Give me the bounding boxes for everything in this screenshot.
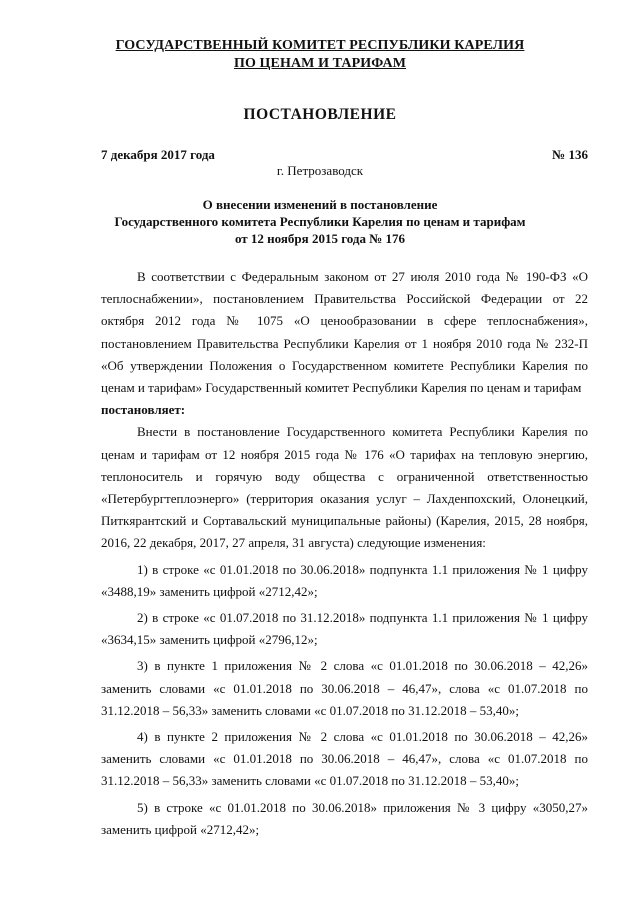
document-type-title: ПОСТАНОВЛЕНИЕ xyxy=(243,106,397,123)
subject-line3: от 12 ноября 2015 года № 176 xyxy=(234,231,406,246)
preamble-paragraph xyxy=(101,266,588,399)
decree-word: постановляет: xyxy=(101,402,186,418)
intro-paragraph: Внести в постановление Государственного комитета Республики Карелия по ценам и тарифам от 12 ноября 2015 года № 176 «О тарифах на тепловую энергию, теплоноситель и горячую воду общества с ограниченной ответственностью «Петербургтеплоэнерго» (территория оказания услуг – Лахденпохский, Олонецкий, Питкярантский и Сортавальский муниципальные районы) (Карелия, 2015, 28 ноября, 2016, 22 декабря, 2017, 27 апреля, 31 августа) следующие изменения: xyxy=(101,424,588,551)
list-item: 2) в строке «с 01.07.2018 по 31.12.2018» подпункта 1.1 приложения № 1 цифру «3634,15» заменить цифрой «2796,12»; xyxy=(101,610,588,648)
list-item: 3) в пункте 1 приложения № 2 слова «с 01.01.2018 по 30.06.2018 – 42,26» заменить словами «с 01.01.2018 по 30.06.2018 – 46,47», слова «с 01.07.2018 по 31.12.2018 – 56,33» заменить словами «с 01.07.2018 по 31.12.2018 – 53,40»; xyxy=(101,658,588,718)
list-item: 1) в строке «с 01.01.2018 по 30.06.2018» подпункта 1.1 приложения № 1 цифру «3488,19» заменить цифрой «2712,42»; xyxy=(101,561,588,599)
subject-line2: Государственного комитета Республики Карелия по ценам и тарифам xyxy=(114,214,526,229)
document-body xyxy=(101,266,588,841)
preamble-text: В соответствии с Федеральным законом от 27 июля 2010 года № 190-ФЗ «О теплоснабжении», постановлением Правительства Российской Федерации от 22 октября 2012 года № 1075 «О ценообразовании в сфере теплоснабжения», постановлением Правительства Республики Карелия от 1 ноября 2010 года № 232-П «Об утверждении Положения о Государственном комитете Республики Карелия по ценам и тарифам» Государственный комитет Республики Карелия по ценам и тарифам xyxy=(101,269,588,396)
organization-name-line2: ПО ЦЕНАМ И ТАРИФАМ xyxy=(233,56,407,71)
document-city: г. Петрозаводск xyxy=(276,163,364,178)
document-date: 7 декабря 2017 года xyxy=(101,147,215,162)
subject-line1: О внесении изменений в постановление xyxy=(202,197,438,212)
list-item: 4) в пункте 2 приложения № 2 слова «с 01.01.2018 по 30.06.2018 – 42,26» заменить словами «с 01.01.2018 по 30.06.2018 – 46,47», слова «с 01.07.2018 по 31.12.2018 – 56,33» заменить словами «с 01.07.2018 по 31.12.2018 – 53,40»; xyxy=(101,729,588,789)
organization-name-line1: ГОСУДАРСТВЕННЫЙ КОМИТЕТ РЕСПУБЛИКИ КАРЕЛИЯ xyxy=(115,38,525,53)
document-number: № 136 xyxy=(552,147,588,162)
list-item: 5) в строке «с 01.01.2018 по 30.06.2018» приложения № 3 цифру «3050,27» заменить цифрой «2712,42»; xyxy=(101,799,588,837)
